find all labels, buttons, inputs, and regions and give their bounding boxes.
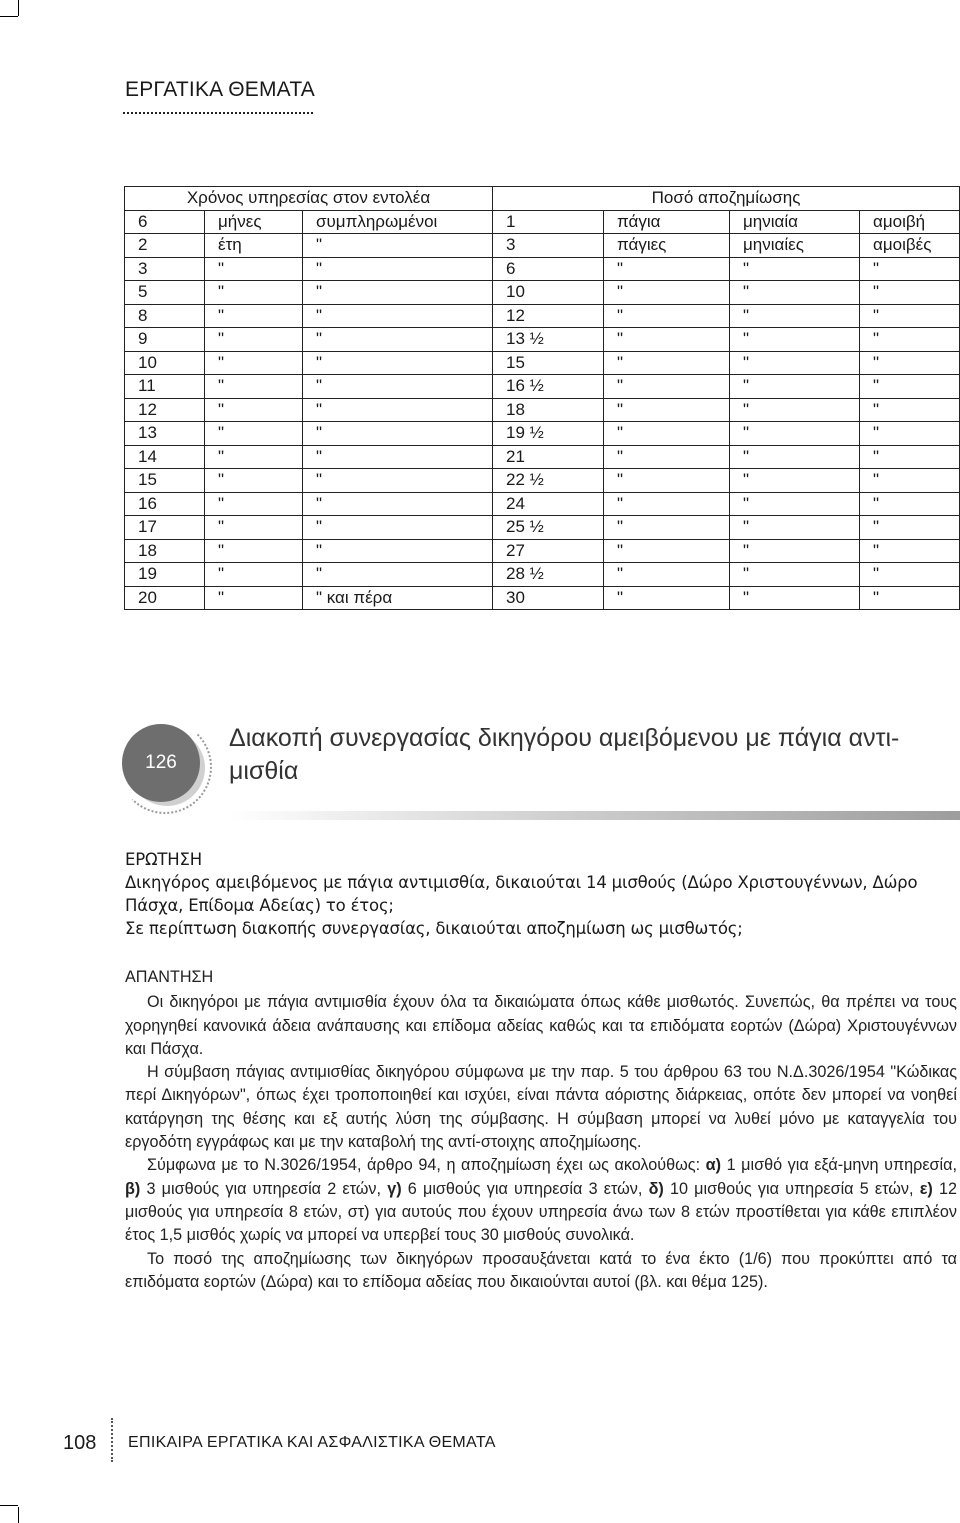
- table-cell: ": [303, 516, 493, 540]
- table-cell: ": [303, 563, 493, 587]
- table-header-row: [125, 187, 960, 211]
- table-cell: ": [205, 257, 303, 281]
- table-row: [125, 563, 960, 587]
- table-cell: 21: [493, 445, 604, 469]
- table-cell: ": [604, 304, 730, 328]
- table-cell: 12: [125, 398, 205, 422]
- p3-part-a: Σύμφωνα με το Ν.3026/1954, άρθρο 94, η αποζημίωση έχει ως ακολούθως:: [147, 1156, 706, 1175]
- table-cell: μηνιαίες: [730, 234, 860, 258]
- table-row: [125, 586, 960, 610]
- table-cell: συμπληρωμένοι: [303, 210, 493, 234]
- table-cell: ": [730, 281, 860, 305]
- table-row: [125, 351, 960, 375]
- table-cell: ": [303, 234, 493, 258]
- table-cell: ": [205, 586, 303, 610]
- table-cell: ": [205, 351, 303, 375]
- p3-part-e: 10 μισθούς για υπηρεσία 5 ετών,: [663, 1179, 920, 1198]
- table-cell: ": [303, 328, 493, 352]
- table-cell: μηνιαία: [730, 210, 860, 234]
- table-cell: ": [860, 351, 960, 375]
- table-cell: ": [604, 492, 730, 516]
- table-cell: 24: [493, 492, 604, 516]
- table-cell: 27: [493, 539, 604, 563]
- table-cell: μήνες: [205, 210, 303, 234]
- table-cell: 15: [125, 469, 205, 493]
- topic-number-badge: 126: [122, 724, 200, 802]
- table-cell: 20: [125, 586, 205, 610]
- p3-part-d: 6 μισθούς για υπηρεσία 3 ετών,: [401, 1179, 649, 1198]
- table-cell: ": [205, 375, 303, 399]
- table-cell: ": [604, 328, 730, 352]
- footer-dotted-separator: [111, 1418, 113, 1462]
- table-cell: ": [730, 304, 860, 328]
- table-cell: ": [303, 281, 493, 305]
- table-cell: αμοιβές: [860, 234, 960, 258]
- table-cell: ": [205, 539, 303, 563]
- table-row: [125, 445, 960, 469]
- table-cell: ": [604, 257, 730, 281]
- crop-mark-top-horizontal: [0, 16, 18, 17]
- table-cell: 8: [125, 304, 205, 328]
- header-compensation: Ποσό αποζημίωσης: [493, 187, 960, 211]
- table-cell: ": [303, 257, 493, 281]
- topic-gradient-bar: [229, 811, 960, 820]
- header-service-time: Χρόνος υπηρεσίας στον εντολέα: [125, 187, 493, 211]
- table-cell: ": [860, 516, 960, 540]
- answer-block: [125, 966, 957, 1294]
- table-cell: ": [860, 469, 960, 493]
- table-cell: ": [604, 516, 730, 540]
- table-cell: ": [604, 563, 730, 587]
- table-cell: ": [730, 257, 860, 281]
- table-cell: 18: [493, 398, 604, 422]
- table-cell: ": [860, 281, 960, 305]
- marker-e: ε): [919, 1179, 933, 1198]
- table-cell: ": [205, 492, 303, 516]
- section-header: ΕΡΓΑΤΙΚΑ ΘΕΜΑΤΑ: [125, 78, 316, 101]
- table-cell: ": [303, 469, 493, 493]
- table-cell: 3: [125, 257, 205, 281]
- table-cell: ": [604, 469, 730, 493]
- table-cell: ": [730, 492, 860, 516]
- severance-table: [124, 186, 960, 610]
- table-cell: ": [205, 445, 303, 469]
- table-cell: ": [604, 422, 730, 446]
- table-cell: πάγια: [604, 210, 730, 234]
- table-cell: ": [205, 516, 303, 540]
- table-cell: ": [604, 586, 730, 610]
- table-cell: 16: [125, 492, 205, 516]
- table-cell: 30: [493, 586, 604, 610]
- table-cell: ": [205, 281, 303, 305]
- table-cell: ": [730, 351, 860, 375]
- p3-part-c: 3 μισθούς για υπηρεσία 2 ετών,: [140, 1179, 388, 1198]
- table-cell: 14: [125, 445, 205, 469]
- answer-label: ΑΠΑΝΤΗΣΗ: [125, 968, 214, 986]
- table-cell: ": [303, 539, 493, 563]
- table-cell: ": [303, 351, 493, 375]
- table-cell: ": [730, 539, 860, 563]
- table-cell: ": [205, 328, 303, 352]
- table-row: [125, 539, 960, 563]
- table-cell: ": [730, 375, 860, 399]
- table-cell: ": [730, 398, 860, 422]
- table-cell: ": [303, 492, 493, 516]
- table-cell: ": [604, 398, 730, 422]
- table-cell: ": [860, 422, 960, 446]
- table-cell: " και πέρα: [303, 586, 493, 610]
- table-cell: ": [604, 281, 730, 305]
- table-row: [125, 422, 960, 446]
- table-cell: 11: [125, 375, 205, 399]
- table-cell: 17: [125, 516, 205, 540]
- question-line-1: Δικηγόρος αμειβόμενος με πάγια αντιμισθία, δικαιούται 14 μισθούς (Δώρο Χριστουγέννων, Δώρο Πάσχα, Επίδομα Αδείας) το έτος;: [125, 873, 918, 915]
- table-cell: ": [205, 563, 303, 587]
- answer-paragraph-3: [125, 1154, 957, 1247]
- marker-d: δ): [648, 1179, 664, 1198]
- table-cell: ": [303, 304, 493, 328]
- table-cell: ": [730, 328, 860, 352]
- table-cell: ": [860, 328, 960, 352]
- table-cell: 6: [493, 257, 604, 281]
- marker-a: α): [705, 1156, 721, 1175]
- table-cell: ": [860, 398, 960, 422]
- table-row: [125, 328, 960, 352]
- question-block: [125, 848, 957, 940]
- table-cell: ": [730, 516, 860, 540]
- question-label: ΕΡΩΤΗΣΗ: [125, 850, 202, 869]
- table-cell: ": [730, 586, 860, 610]
- table-cell: ": [604, 539, 730, 563]
- table-cell: ": [303, 422, 493, 446]
- table-row: [125, 210, 960, 234]
- answer-paragraph-1: Οι δικηγόροι με πάγια αντιμισθία έχουν όλα τα δικαιώματα όπως κάθε μισθωτός. Συνεπώς, θα πρέπει να τους χορηγηθεί κανονικά άδεια ανάπαυσης και επίδομα αδείας καθώς και τα επιδόματα εορτών (Δώρα) Χριστουγέννων και Πάσχα.: [125, 993, 957, 1058]
- table-cell: ": [730, 445, 860, 469]
- page-number: 108: [63, 1432, 97, 1454]
- table-cell: 10: [493, 281, 604, 305]
- table-cell: ": [860, 304, 960, 328]
- crop-mark-top-vertical: [18, 0, 19, 16]
- table-cell: ": [205, 422, 303, 446]
- table-cell: ": [604, 351, 730, 375]
- table-cell: ": [604, 445, 730, 469]
- table-cell: ": [303, 375, 493, 399]
- table-row: [125, 492, 960, 516]
- table-cell: 1: [493, 210, 604, 234]
- topic-title-text: Διακοπή συνεργασίας δικηγόρου αμειβόμενου με πάγια αντι-μισθία: [229, 724, 900, 785]
- table-cell: 15: [493, 351, 604, 375]
- table-cell: αμοιβή: [860, 210, 960, 234]
- footer-publication-title: ΕΠΙΚΑΙΡΑ ΕΡΓΑΤΙΚΑ ΚΑΙ ΑΣΦΑΛΙΣΤΙΚΑ ΘΕΜΑΤΑ: [128, 1434, 496, 1451]
- table-row: [125, 257, 960, 281]
- table-cell: 5: [125, 281, 205, 305]
- table-cell: 22 ½: [493, 469, 604, 493]
- table-cell: ": [205, 469, 303, 493]
- table-cell: ": [730, 469, 860, 493]
- answer-paragraph-4: Το ποσό της αποζημίωσης των δικηγόρων προσαυξάνεται κατά το ένα έκτο (1/6) που προκύπτει από τα επιδόματα εορτών (Δώρα) και το επίδομα αδείας που δικαιούνται αυτοί (βλ. και θέμα 125).: [125, 1249, 957, 1291]
- table-cell: 3: [493, 234, 604, 258]
- table-cell: ": [860, 257, 960, 281]
- table-cell: 6: [125, 210, 205, 234]
- marker-c: γ): [387, 1179, 402, 1198]
- table-cell: ": [860, 586, 960, 610]
- table-cell: 10: [125, 351, 205, 375]
- header-dotted-rule: [123, 112, 313, 114]
- table-cell: ": [205, 398, 303, 422]
- table-cell: 19: [125, 563, 205, 587]
- table-cell: ": [860, 563, 960, 587]
- marker-b: β): [125, 1179, 141, 1198]
- crop-mark-bottom-vertical: [18, 1507, 19, 1523]
- table-row: [125, 234, 960, 258]
- table-cell: ": [730, 563, 860, 587]
- p3-part-f: 12 μισθούς για υπηρεσία 8 ετών, στ) για αυτούς που έχουν υπηρεσία άνω των 8 ετών προστίθεται για κάθε επιπλέον έτος 1,5 μισθός χωρίς να μπορεί να υπερβεί τους 30 μισθούς συνολικά.: [125, 1179, 957, 1245]
- table-row: [125, 516, 960, 540]
- table-cell: πάγιες: [604, 234, 730, 258]
- table-cell: 25 ½: [493, 516, 604, 540]
- table-cell: 16 ½: [493, 375, 604, 399]
- table-row: [125, 281, 960, 305]
- table-cell: 19 ½: [493, 422, 604, 446]
- table-cell: ": [205, 304, 303, 328]
- table-cell: ": [730, 422, 860, 446]
- table-cell: ": [860, 375, 960, 399]
- table-row: [125, 375, 960, 399]
- table-cell: ": [303, 398, 493, 422]
- table-row: [125, 398, 960, 422]
- table-cell: ": [604, 375, 730, 399]
- table-cell: ": [860, 539, 960, 563]
- table-cell: ": [860, 445, 960, 469]
- table-cell: ": [303, 445, 493, 469]
- table-cell: 9: [125, 328, 205, 352]
- table-cell: ": [860, 492, 960, 516]
- table-cell: έτη: [205, 234, 303, 258]
- crop-mark-bottom-horizontal: [0, 1505, 18, 1506]
- question-line-2: Σε περίπτωση διακοπής συνεργασίας, δικαιούται αποζημίωση ως μισθωτός;: [125, 919, 743, 938]
- table-row: [125, 469, 960, 493]
- table-cell: 12: [493, 304, 604, 328]
- table-cell: 28 ½: [493, 563, 604, 587]
- table-cell: 18: [125, 539, 205, 563]
- answer-paragraph-2: Η σύμβαση πάγιας αντιμισθίας δικηγόρου σύμφωνα με την παρ. 5 του άρθρου 63 του Ν.Δ.3026/1954 "Κώδικας περί Δικηγόρων", όπως έχει τροποποιηθεί και ισχύει, είναι πάντα αόριστης διάρκειας, οπότε δεν μπορεί να νοηθεί κατάργηση της θέσης και εξ αυτής λύση της σύμβασης. Η σύμβαση μπορεί να λυθεί μόνο με καταγγελία του εργοδότη εγγράφως και με την καταβολή της αντί-στοιχης αποζημίωσης.: [125, 1063, 957, 1152]
- p3-part-b: 1 μισθό για εξά-μηνη υπηρεσία,: [721, 1156, 957, 1175]
- table-cell: 13 ½: [493, 328, 604, 352]
- table-cell: 13: [125, 422, 205, 446]
- table-row: [125, 304, 960, 328]
- table-cell: 2: [125, 234, 205, 258]
- topic-title: [229, 722, 949, 788]
